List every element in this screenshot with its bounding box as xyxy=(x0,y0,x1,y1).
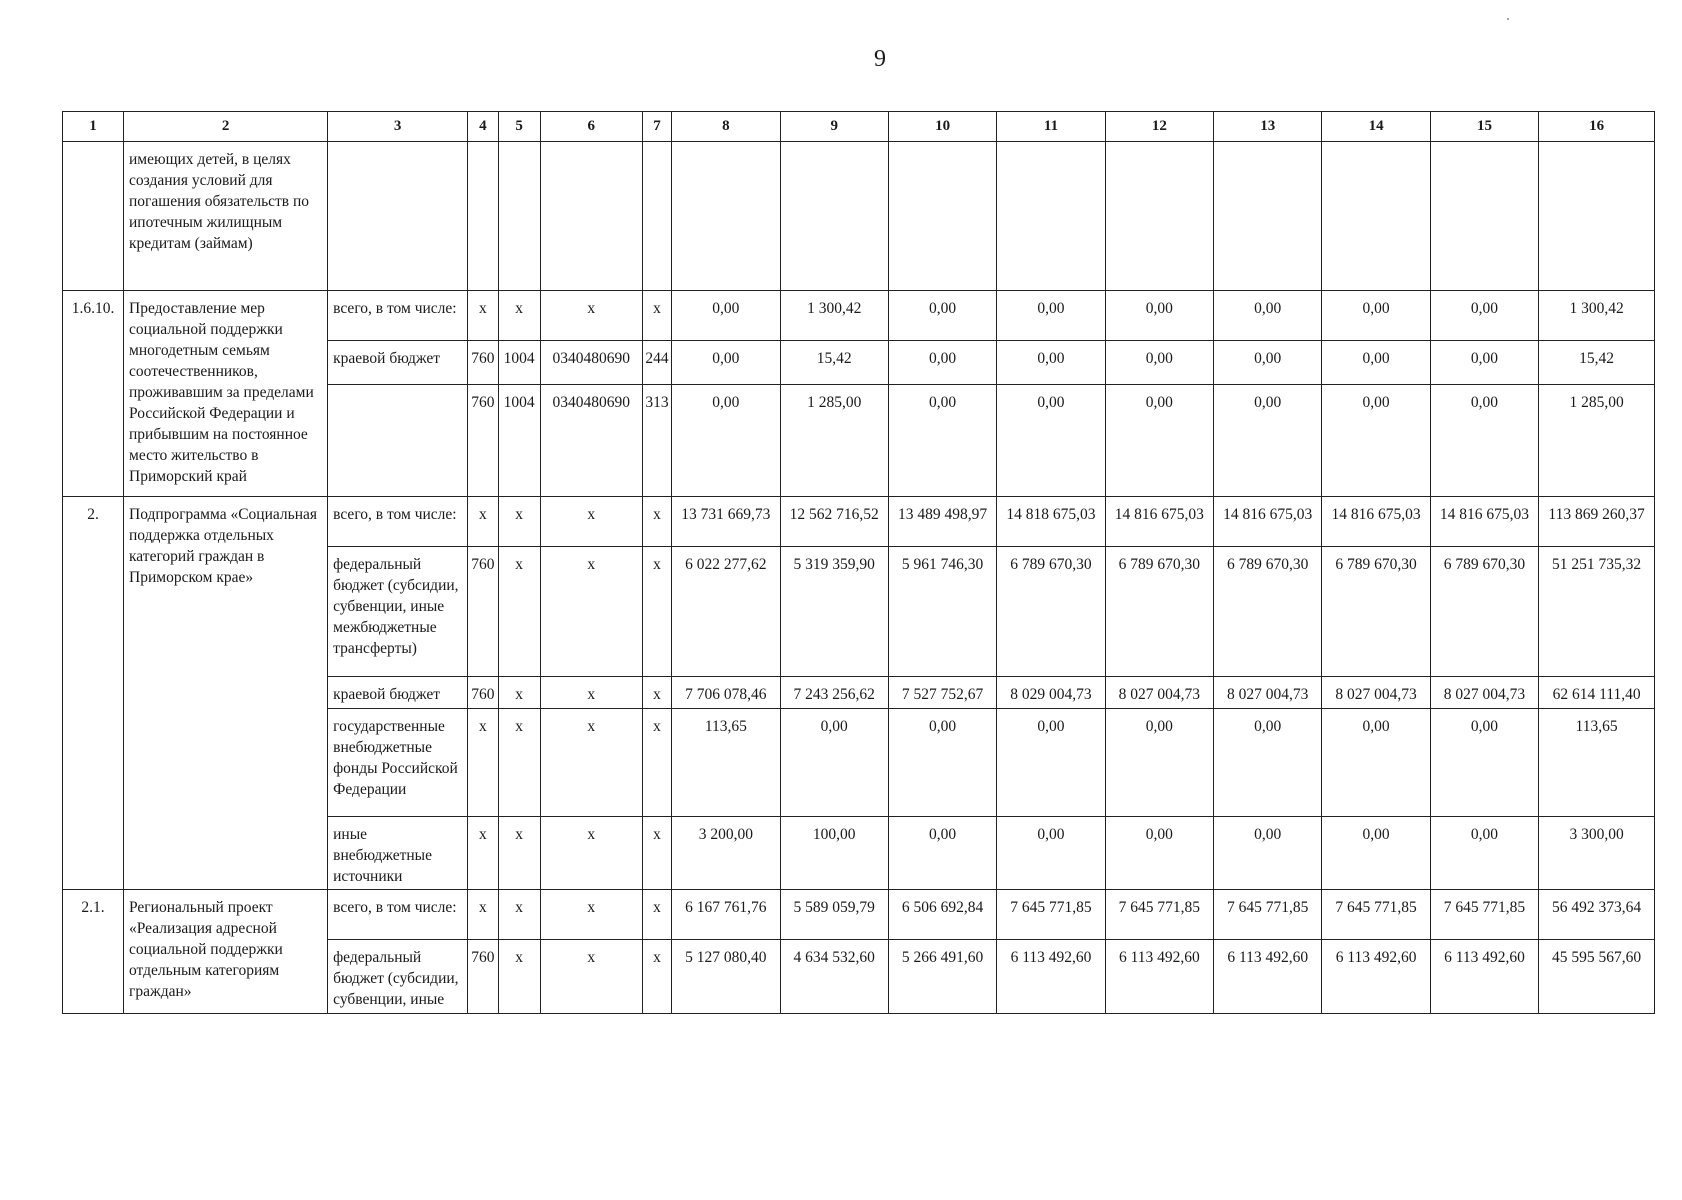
amount-cell: 51 251 735,32 xyxy=(1539,547,1655,677)
amount-cell: 0,00 xyxy=(1430,385,1538,497)
scan-speck xyxy=(1507,18,1509,20)
code-cell: х xyxy=(540,817,642,890)
amount-cell: 0,00 xyxy=(1105,341,1213,385)
column-header: 5 xyxy=(498,112,540,142)
amount-cell: 7 706 078,46 xyxy=(672,677,780,709)
page-number: 9 xyxy=(874,46,886,72)
item-name: Предоставление мер социальной поддержки многодетным семьям соотечественников, проживавшим за пределами Российской Федерации и прибывшим на постоянное место жительство в Приморский край xyxy=(124,291,328,497)
funding-source: всего, в том числе: xyxy=(328,890,468,940)
item-name: Подпрограмма «Социальная поддержка отдельных категорий граждан в Приморском крае» xyxy=(124,497,328,890)
funding-source xyxy=(328,385,468,497)
amount-cell: 8 027 004,73 xyxy=(1322,677,1430,709)
column-header: 9 xyxy=(780,112,888,142)
empty-cell xyxy=(672,142,780,291)
code-cell: 244 xyxy=(642,341,671,385)
code-cell: х xyxy=(498,709,540,817)
amount-cell: 4 634 532,60 xyxy=(780,940,888,1014)
amount-cell: 0,00 xyxy=(672,291,780,341)
amount-cell: 0,00 xyxy=(888,817,996,890)
empty-cell xyxy=(1105,142,1213,291)
amount-cell: 0,00 xyxy=(1322,817,1430,890)
empty-cell xyxy=(328,142,468,291)
amount-cell: 0,00 xyxy=(888,341,996,385)
funding-source: всего, в том числе: xyxy=(328,291,468,341)
amount-cell: 0,00 xyxy=(1105,817,1213,890)
amount-cell: 5 961 746,30 xyxy=(888,547,996,677)
code-cell: х xyxy=(468,817,499,890)
amount-cell: 6 789 670,30 xyxy=(997,547,1105,677)
column-header: 16 xyxy=(1539,112,1655,142)
table-row xyxy=(63,890,1655,940)
code-cell: х xyxy=(498,817,540,890)
column-header: 4 xyxy=(468,112,499,142)
code-cell: х xyxy=(642,940,671,1014)
code-cell: х xyxy=(540,497,642,547)
amount-cell: 13 731 669,73 xyxy=(672,497,780,547)
code-cell: 760 xyxy=(468,385,499,497)
funding-source: федеральный бюджет (субсидии, субвенции, иные xyxy=(328,940,468,1014)
empty-cell xyxy=(1322,142,1430,291)
empty-cell xyxy=(498,142,540,291)
funding-source: краевой бюджет xyxy=(328,677,468,709)
amount-cell: 8 029 004,73 xyxy=(997,677,1105,709)
amount-cell: 0,00 xyxy=(1322,291,1430,341)
column-header: 15 xyxy=(1430,112,1538,142)
code-cell: х xyxy=(642,497,671,547)
amount-cell: 0,00 xyxy=(1214,709,1322,817)
amount-cell: 14 816 675,03 xyxy=(1214,497,1322,547)
amount-cell: 3 200,00 xyxy=(672,817,780,890)
column-header: 12 xyxy=(1105,112,1213,142)
code-cell: 313 xyxy=(642,385,671,497)
amount-cell: 8 027 004,73 xyxy=(1214,677,1322,709)
funding-source: федеральный бюджет (субсидии, субвенции, иные межбюджетные трансферты) xyxy=(328,547,468,677)
amount-cell: 0,00 xyxy=(1322,341,1430,385)
column-header: 13 xyxy=(1214,112,1322,142)
amount-cell: 56 492 373,64 xyxy=(1539,890,1655,940)
amount-cell: 0,00 xyxy=(1214,385,1322,497)
amount-cell: 7 645 771,85 xyxy=(1430,890,1538,940)
empty-cell xyxy=(780,142,888,291)
column-header: 3 xyxy=(328,112,468,142)
amount-cell: 0,00 xyxy=(997,385,1105,497)
amount-cell: 113 869 260,37 xyxy=(1539,497,1655,547)
amount-cell: 6 789 670,30 xyxy=(1214,547,1322,677)
empty-cell xyxy=(642,142,671,291)
column-header: 6 xyxy=(540,112,642,142)
amount-cell: 7 645 771,85 xyxy=(1214,890,1322,940)
empty-cell xyxy=(1214,142,1322,291)
code-cell: х xyxy=(540,547,642,677)
code-cell: х xyxy=(540,291,642,341)
amount-cell: 12 562 716,52 xyxy=(780,497,888,547)
amount-cell: 0,00 xyxy=(1105,291,1213,341)
amount-cell: 15,42 xyxy=(780,341,888,385)
amount-cell: 6 113 492,60 xyxy=(1214,940,1322,1014)
amount-cell: 8 027 004,73 xyxy=(1105,677,1213,709)
amount-cell: 0,00 xyxy=(780,709,888,817)
amount-cell: 1 300,42 xyxy=(1539,291,1655,341)
code-cell: 0340480690 xyxy=(540,385,642,497)
amount-cell: 100,00 xyxy=(780,817,888,890)
empty-cell xyxy=(888,142,996,291)
amount-cell: 1 300,42 xyxy=(780,291,888,341)
amount-cell: 6 113 492,60 xyxy=(997,940,1105,1014)
amount-cell: 0,00 xyxy=(1105,385,1213,497)
amount-cell: 3 300,00 xyxy=(1539,817,1655,890)
code-cell: х xyxy=(468,709,499,817)
amount-cell: 6 113 492,60 xyxy=(1322,940,1430,1014)
code-cell: 0340480690 xyxy=(540,341,642,385)
amount-cell: 6 022 277,62 xyxy=(672,547,780,677)
amount-cell: 0,00 xyxy=(1322,709,1430,817)
code-cell: х xyxy=(498,940,540,1014)
amount-cell: 0,00 xyxy=(1430,291,1538,341)
amount-cell: 6 167 761,76 xyxy=(672,890,780,940)
amount-cell: 6 789 670,30 xyxy=(1322,547,1430,677)
code-cell: х xyxy=(642,547,671,677)
funding-source: всего, в том числе: xyxy=(328,497,468,547)
code-cell: х xyxy=(642,291,671,341)
code-cell: х xyxy=(498,890,540,940)
amount-cell: 5 319 359,90 xyxy=(780,547,888,677)
amount-cell: 7 527 752,67 xyxy=(888,677,996,709)
amount-cell: 5 589 059,79 xyxy=(780,890,888,940)
amount-cell: 0,00 xyxy=(672,385,780,497)
code-cell: х xyxy=(468,890,499,940)
empty-cell xyxy=(1539,142,1655,291)
amount-cell: 6 113 492,60 xyxy=(1430,940,1538,1014)
amount-cell: 0,00 xyxy=(997,291,1105,341)
empty-cell xyxy=(997,142,1105,291)
column-header: 1 xyxy=(63,112,124,142)
amount-cell: 0,00 xyxy=(888,709,996,817)
amount-cell: 1 285,00 xyxy=(1539,385,1655,497)
code-cell: х xyxy=(642,677,671,709)
funding-source: краевой бюджет xyxy=(328,341,468,385)
amount-cell: 0,00 xyxy=(888,291,996,341)
amount-cell: 113,65 xyxy=(672,709,780,817)
amount-cell: 6 113 492,60 xyxy=(1105,940,1213,1014)
amount-cell: 113,65 xyxy=(1539,709,1655,817)
code-cell: 760 xyxy=(468,677,499,709)
column-header: 11 xyxy=(997,112,1105,142)
header-row xyxy=(63,112,1655,142)
budget-table xyxy=(62,111,1655,1014)
continuation-row xyxy=(63,142,1655,291)
amount-cell: 8 027 004,73 xyxy=(1430,677,1538,709)
amount-cell: 14 816 675,03 xyxy=(1430,497,1538,547)
code-cell: х xyxy=(468,291,499,341)
amount-cell: 13 489 498,97 xyxy=(888,497,996,547)
amount-cell: 0,00 xyxy=(997,817,1105,890)
table-row xyxy=(63,497,1655,547)
amount-cell: 5 127 080,40 xyxy=(672,940,780,1014)
code-cell: х xyxy=(498,547,540,677)
amount-cell: 62 614 111,40 xyxy=(1539,677,1655,709)
amount-cell: 0,00 xyxy=(1214,291,1322,341)
amount-cell: 5 266 491,60 xyxy=(888,940,996,1014)
code-cell: х xyxy=(540,940,642,1014)
code-cell: 760 xyxy=(468,341,499,385)
column-header: 10 xyxy=(888,112,996,142)
item-name: Региональный проект «Реализация адресной социальной поддержки отдельным категориям граждан» xyxy=(124,890,328,1014)
code-cell: х xyxy=(642,817,671,890)
amount-cell: 0,00 xyxy=(997,341,1105,385)
amount-cell: 0,00 xyxy=(1105,709,1213,817)
amount-cell: 0,00 xyxy=(888,385,996,497)
amount-cell: 45 595 567,60 xyxy=(1539,940,1655,1014)
code-cell: х xyxy=(498,497,540,547)
code-cell: х xyxy=(498,677,540,709)
column-header: 8 xyxy=(672,112,780,142)
amount-cell: 6 506 692,84 xyxy=(888,890,996,940)
continuation-text: имеющих детей, в целях создания условий для погашения обязательств по ипотечным жилищным кредитам (займам) xyxy=(124,142,328,291)
code-cell: х xyxy=(468,497,499,547)
item-number: 2. xyxy=(63,497,124,890)
funding-source: государственные внебюджетные фонды Российской Федерации xyxy=(328,709,468,817)
item-number: 2.1. xyxy=(63,890,124,1014)
column-header: 7 xyxy=(642,112,671,142)
column-header: 2 xyxy=(124,112,328,142)
code-cell: х xyxy=(540,890,642,940)
amount-cell: 14 816 675,03 xyxy=(1105,497,1213,547)
empty-cell xyxy=(63,142,124,291)
amount-cell: 7 645 771,85 xyxy=(1322,890,1430,940)
code-cell: х xyxy=(642,890,671,940)
funding-source: иные внебюджетные источники xyxy=(328,817,468,890)
empty-cell xyxy=(1430,142,1538,291)
amount-cell: 0,00 xyxy=(1430,341,1538,385)
code-cell: 760 xyxy=(468,547,499,677)
code-cell: 760 xyxy=(468,940,499,1014)
amount-cell: 7 645 771,85 xyxy=(997,890,1105,940)
item-number: 1.6.10. xyxy=(63,291,124,497)
column-header: 14 xyxy=(1322,112,1430,142)
code-cell: х xyxy=(540,677,642,709)
budget-table-body xyxy=(63,112,1655,1014)
amount-cell: 0,00 xyxy=(1430,709,1538,817)
empty-cell xyxy=(540,142,642,291)
code-cell: х xyxy=(498,291,540,341)
amount-cell: 6 789 670,30 xyxy=(1105,547,1213,677)
amount-cell: 0,00 xyxy=(1322,385,1430,497)
amount-cell: 14 816 675,03 xyxy=(1322,497,1430,547)
amount-cell: 0,00 xyxy=(1214,341,1322,385)
amount-cell: 14 818 675,03 xyxy=(997,497,1105,547)
amount-cell: 6 789 670,30 xyxy=(1430,547,1538,677)
amount-cell: 7 645 771,85 xyxy=(1105,890,1213,940)
empty-cell xyxy=(468,142,499,291)
amount-cell: 7 243 256,62 xyxy=(780,677,888,709)
amount-cell: 0,00 xyxy=(1214,817,1322,890)
table-row xyxy=(63,291,1655,341)
amount-cell: 0,00 xyxy=(997,709,1105,817)
amount-cell: 0,00 xyxy=(1430,817,1538,890)
amount-cell: 0,00 xyxy=(672,341,780,385)
code-cell: 1004 xyxy=(498,385,540,497)
code-cell: х xyxy=(540,709,642,817)
amount-cell: 1 285,00 xyxy=(780,385,888,497)
amount-cell: 15,42 xyxy=(1539,341,1655,385)
code-cell: х xyxy=(642,709,671,817)
code-cell: 1004 xyxy=(498,341,540,385)
